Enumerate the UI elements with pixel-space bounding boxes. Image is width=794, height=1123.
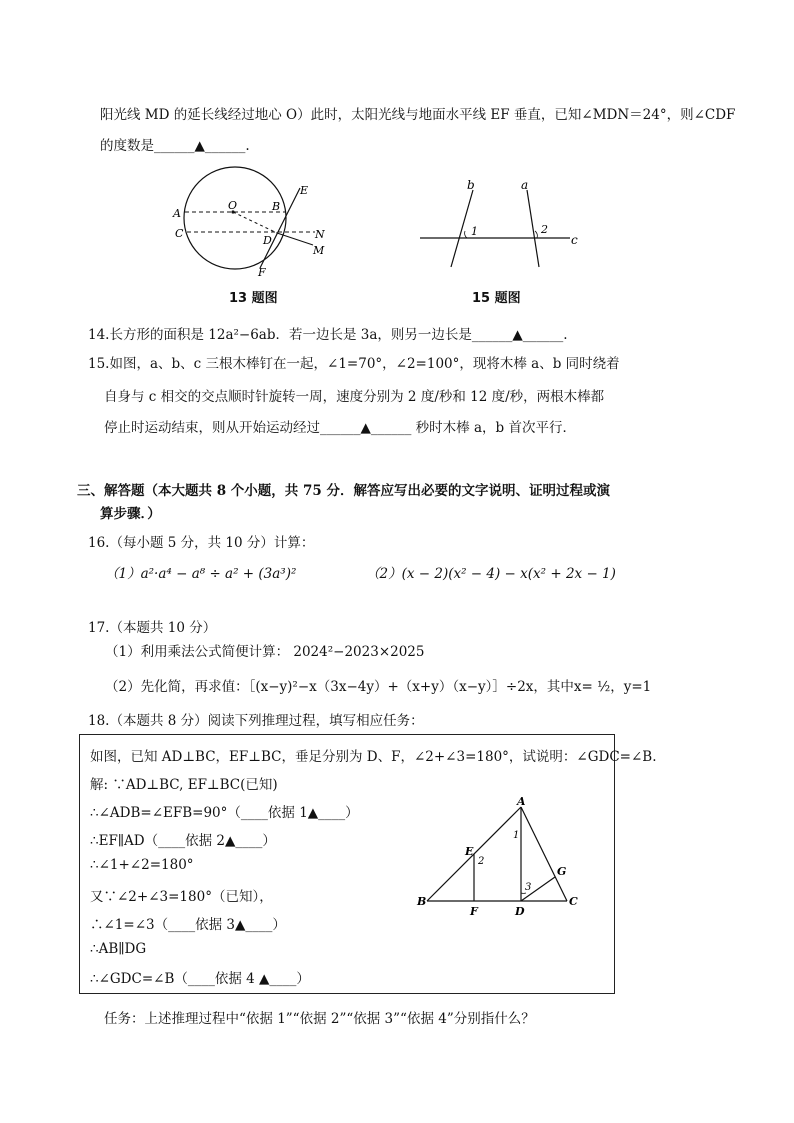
section-3-heading: 三、解答题（本大题共 8 个小题，共 75 分．解答应写出必要的文字说明、证明过程或演 bbox=[77, 483, 610, 499]
proof-line-0: 如图，已知 AD⊥BC，EF⊥BC，垂足分别为 D、F，∠2+∠3=180°，试说明：∠GDC=∠B. bbox=[90, 749, 657, 765]
proof-line-5: 又∵∠2+∠3=180°（已知）， bbox=[90, 889, 273, 905]
label-E: E bbox=[465, 845, 474, 858]
label-angle-2: 2 bbox=[541, 223, 548, 236]
label-a: a bbox=[521, 178, 529, 192]
proof-line-2: ∴∠ADB=∠EFB=90°（____依据 1▲____） bbox=[90, 805, 359, 821]
q13-line2: 的度数是______▲______. bbox=[100, 138, 250, 154]
figure-13 bbox=[165, 160, 335, 280]
q13-line1: 阳光线 MD 的延长线经过地心 O）此时，太阳光线与地面水平线 EF 垂直，已知∠MDN＝24°，则∠CDF bbox=[100, 107, 736, 123]
proof-line-7: ∴AB∥DG bbox=[90, 941, 147, 957]
q16-part2: （2）(x − 2)(x² − 4) − x(x² + 2x − 1) bbox=[366, 566, 616, 582]
line-OD bbox=[233, 212, 277, 233]
figure-15 bbox=[415, 175, 585, 275]
label-C: C bbox=[569, 895, 578, 908]
proof-line-3: ∴EF∥AD（____依据 2▲____） bbox=[90, 833, 276, 849]
proof-box bbox=[79, 734, 657, 994]
line-DM bbox=[277, 233, 313, 245]
label-angle-1: 1 bbox=[471, 225, 478, 238]
proof-line-1: 解: ∵AD⊥BC, EF⊥BC(已知) bbox=[90, 777, 278, 793]
label-F: F bbox=[258, 266, 266, 279]
label-angle-2: 2 bbox=[478, 856, 485, 867]
label-angle-1: 1 bbox=[513, 830, 520, 841]
q15-line3: 停止时运动结束，则从开始运动经过______▲______ 秒时木棒 a，b 首次平行． bbox=[104, 420, 576, 436]
label-G: G bbox=[557, 865, 567, 878]
label-E: E bbox=[300, 184, 309, 197]
label-F: F bbox=[470, 905, 478, 918]
label-A: A bbox=[173, 207, 181, 220]
q18-task: 任务：上述推理过程中“依据 1”“依据 2”“依据 3”“依据 4”分别指什么？ bbox=[104, 1011, 535, 1027]
figure-15-caption: 15 题图 bbox=[472, 291, 521, 306]
angle-1-arc bbox=[465, 231, 467, 238]
angle-2-arc bbox=[535, 231, 537, 238]
proof-line-8: ∴∠GDC=∠B（____依据 4 ▲____） bbox=[90, 971, 310, 987]
figure-18 bbox=[415, 797, 585, 919]
q15-line2: 自身与 c 相交的交点顺时针旋转一周，速度分别为 2 度/秒和 12 度/秒，两根木棒都 bbox=[104, 389, 605, 405]
figure-13-caption: 13 题图 bbox=[229, 291, 278, 306]
label-D: D bbox=[515, 905, 525, 918]
q16-part1: （1）a²·a⁴ − a⁸ ÷ a² + (3a³)² bbox=[105, 566, 297, 582]
label-O: O bbox=[228, 199, 238, 212]
proof-line-4: ∴∠1+∠2=180° bbox=[90, 857, 194, 873]
label-b: b bbox=[467, 178, 475, 192]
label-M: M bbox=[313, 244, 325, 257]
label-B: B bbox=[417, 895, 427, 908]
label-c: c bbox=[571, 233, 578, 247]
q17-part1: （1）利用乘法公式简便计算： 2024²−2023×2025 bbox=[105, 644, 425, 660]
label-C: C bbox=[175, 227, 184, 240]
earth-circle bbox=[184, 167, 286, 269]
label-A: A bbox=[517, 797, 526, 808]
q17-part2: （2）先化简，再求值：［(x−y)²−x（3x−4y）+（x+y）（x−y）］÷2x，其中x= ½，y=1 bbox=[105, 679, 652, 695]
label-D: D bbox=[263, 234, 272, 247]
proof-line-6: ∴∠1=∠3（____依据 3▲____） bbox=[90, 917, 286, 933]
stick-a bbox=[527, 190, 539, 267]
section-3-heading-cont: 算步骤．） bbox=[100, 506, 161, 522]
q16-title: 16.（每小题 5 分，共 10 分）计算： bbox=[88, 535, 315, 551]
label-N: N bbox=[315, 228, 325, 241]
label-angle-3: 3 bbox=[525, 882, 532, 893]
q17-title: 17.（本题共 10 分） bbox=[88, 620, 217, 636]
q15-line1: 15.如图，a、b、c 三根木棒钉在一起，∠1=70°，∠2=100°，现将木棒 a、b 同时绕着 bbox=[88, 356, 620, 372]
stick-b bbox=[451, 190, 473, 267]
q14-text: 14.长方形的面积是 12a²−6ab．若一边长是 3a，则另一边长是______▲______. bbox=[88, 327, 568, 343]
q18-title: 18.（本题共 8 分）阅读下列推理过程，填写相应任务： bbox=[88, 713, 424, 729]
label-B: B bbox=[272, 200, 281, 213]
